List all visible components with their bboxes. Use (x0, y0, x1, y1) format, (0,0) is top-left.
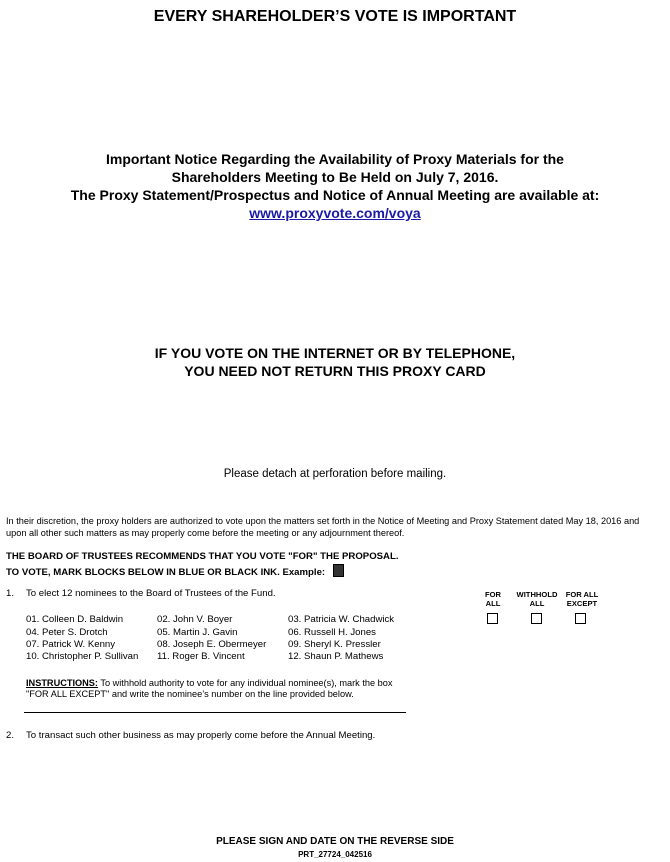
for-all-checkbox[interactable] (487, 613, 498, 624)
proxy-availability-notice (0, 150, 670, 222)
nominee-01: 01. Colleen D. Baldwin (26, 614, 124, 625)
example-mark-box (333, 564, 344, 577)
notice-line-3: The Proxy Statement/Prospectus and Notice of Annual Meeting are available at: (70, 187, 600, 203)
internet-notice-line-2: YOU NEED NOT RETURN THIS PROXY CARD (184, 363, 486, 379)
nominee-10: 10. Christopher P. Sullivan (26, 651, 139, 662)
nominee-09: 09. Sheryl K. Pressler (288, 639, 381, 650)
nominee-06: 06. Russell H. Jones (288, 627, 376, 638)
withhold-all-header (513, 590, 561, 608)
page-title: EVERY SHAREHOLDER’S VOTE IS IMPORTANT (153, 8, 517, 25)
sign-and-date-note: PLEASE SIGN AND DATE ON THE REVERSE SIDE (216, 836, 454, 847)
except-header-line-1: FOR ALL (565, 590, 599, 599)
for-all-except-header (562, 590, 602, 608)
withhold-header-line-1: WITHHOLD (516, 590, 558, 599)
withhold-all-checkbox[interactable] (531, 613, 542, 624)
detach-note: Please detach at perforation before mailing. (223, 468, 447, 480)
for-all-header-line-1: FOR (484, 590, 502, 599)
mark-instructions-text: TO VOTE, MARK BLOCKS BELOW IN BLUE OR BLACK INK. Example: (6, 567, 326, 578)
except-header-line-2: EXCEPT (566, 599, 598, 608)
for-all-header (476, 590, 510, 608)
nominee-05: 05. Martin J. Gavin (157, 627, 238, 638)
proposal-2-number: 2. (6, 730, 15, 741)
board-recommendation (6, 549, 399, 580)
proxyvote-link[interactable]: www.proxyvote.com/voya (249, 205, 421, 221)
notice-line-1: Important Notice Regarding the Availability of Proxy Materials for the (106, 151, 564, 167)
notice-line-2: Shareholders Meeting to Be Held on July 7, 2016. (171, 169, 499, 185)
instructions-lead: INSTRUCTIONS: (26, 678, 98, 688)
nominee-04: 04. Peter S. Drotch (26, 627, 108, 638)
instructions-text: To withhold authority to vote for any individual nominee(s), mark the box "FOR ALL EXCEPT" and write the nominee’s number on the line provided below. (26, 678, 393, 699)
withhold-header-line-2: ALL (529, 599, 545, 608)
document-code: PRT_27724_042516 (298, 850, 372, 859)
for-all-header-line-2: ALL (485, 599, 501, 608)
withhold-instructions (26, 678, 406, 700)
recommendation-text: THE BOARD OF TRUSTEES RECOMMENDS THAT YOU VOTE "FOR" THE PROPOSAL. (6, 551, 399, 562)
nominee-08: 08. Joseph E. Obermeyer (157, 639, 267, 650)
nominee-12: 12. Shaun P. Mathews (288, 651, 384, 662)
internet-notice-line-1: IF YOU VOTE ON THE INTERNET OR BY TELEPHONE, (154, 345, 516, 361)
mark-instructions (6, 564, 399, 580)
nominee-02: 02. John V. Boyer (157, 614, 233, 625)
discretion-paragraph: In their discretion, the proxy holders are authorized to vote upon the matters set forth in the Notice of Meeting and Proxy Statement dated May 18, 2016 and upon all other such matters as may properly come before the meeting or any adjournment thereof. (6, 516, 640, 538)
nominee-03: 03. Patricia W. Chadwick (288, 614, 395, 625)
nominee-number-write-line[interactable] (24, 712, 406, 713)
proposal-2-text: To transact such other business as may properly come before the Annual Meeting. (26, 730, 376, 741)
nominee-07: 07. Patrick W. Kenny (26, 639, 116, 650)
proposal-1-number: 1. (6, 588, 15, 599)
for-all-except-checkbox[interactable] (575, 613, 586, 624)
proposal-1-text: To elect 12 nominees to the Board of Trustees of the Fund. (26, 588, 276, 599)
internet-vote-notice (0, 344, 670, 380)
nominee-11: 11. Roger B. Vincent (157, 651, 245, 662)
